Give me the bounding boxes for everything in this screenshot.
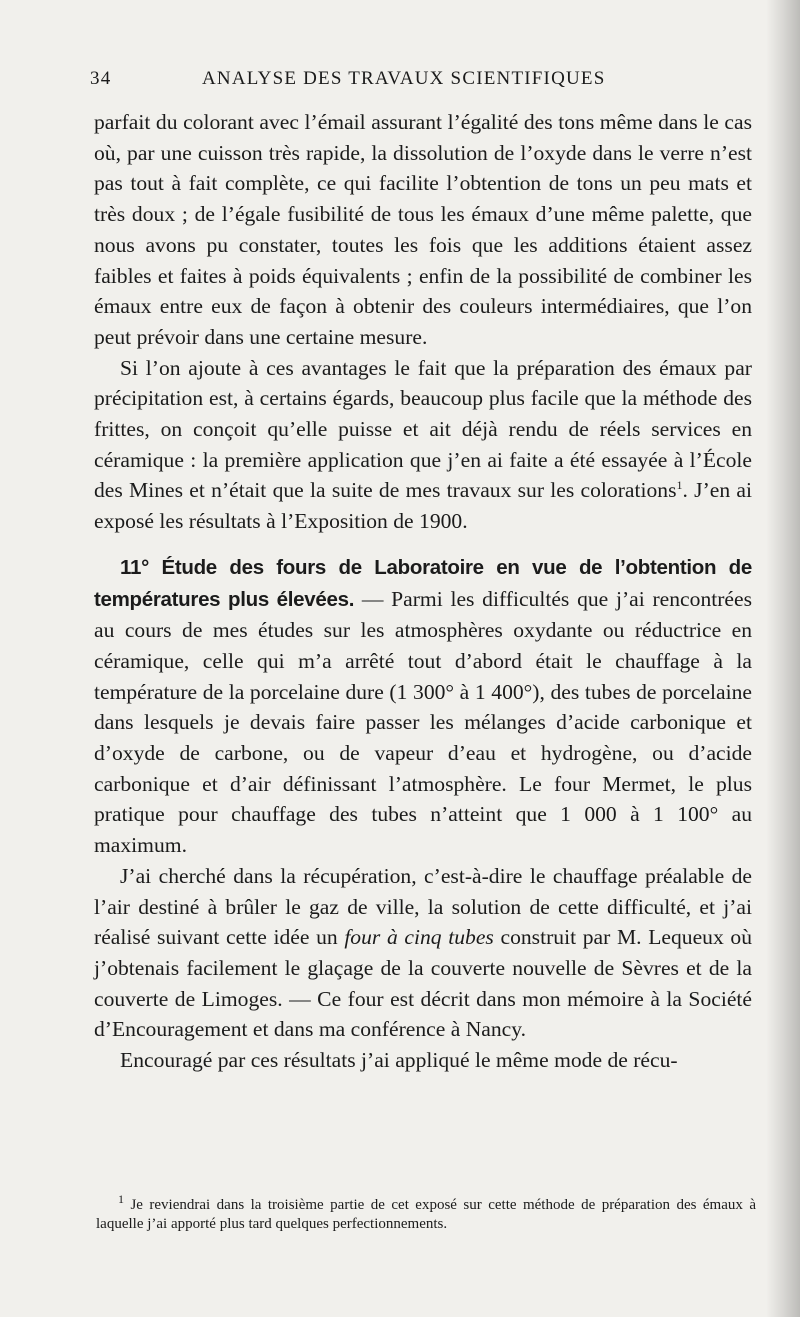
paragraph-4 <box>94 861 752 1045</box>
paragraph-1-text: parfait du colorant avec l’émail assurant l’égalité des tons même dans le cas où, par une cuisson très rapide, la dissolution de l’oxyde dans le verre n’est pas tout à fait complète, ce qui facilite l’obtention de tons un peu mats et très doux ; de l’égale fusibilité de tous les émaux d’une même palette, que nous avons pu constater, toutes les fois que les additions étaient assez faibles et faites à poids équivalents ; enfin de la possibilité de combiner les émaux entre eux de façon à obtenir des couleurs intermédiaires, que l’on peut prévoir dans une certaine mesure. <box>94 110 752 349</box>
footnote-marker: 1 <box>118 1192 124 1206</box>
paragraph-4-start: J’ai cherché dans la récupération, c’est-à-dire le chauffage préalable de l’air destiné à brûler le gaz de ville, la solution de cette difficulté, et j’ai réalisé suivant cette idée un <box>94 863 752 950</box>
paragraph-3 <box>94 552 752 861</box>
running-title: ANALYSE DES TRAVAUX SCIENTIFIQUES <box>202 68 606 89</box>
paragraph-5-text: Encouragé par ces résultats j’ai appliqué le même mode de récu- <box>120 1048 678 1073</box>
paragraph-2 <box>94 353 752 537</box>
footnote <box>96 1192 756 1234</box>
section-heading: 11° Étude des fours de Laboratoire en vue de l’obtention de températures plus élevées. <box>94 555 752 611</box>
paragraph-4-end: construit par M. Lequeux où j’obtenais facilement le glaçage de la couverte nouvelle de Sèvres et de la couverte de Limoges. — Ce four est décrit dans mon mémoire à la Société d’Encouragement et dans ma conférence à Nancy. <box>94 925 753 1042</box>
page-header <box>90 68 752 96</box>
paragraph-2-text: Si l’on ajoute à ces avantages le fait que la préparation des émaux par précipitation est, à certains égards, beaucoup plus facile que la méthode des frittes, on conçoit qu’elle puisse et ait déjà rendu de réels services en céramique : la première application que j’en ai faite a été essayée à l’École des Mines et n’était que la suite de mes travaux sur les colorations <box>94 355 752 503</box>
page-edge-shadow <box>766 0 800 1317</box>
paragraph-1 <box>94 107 752 353</box>
main-text <box>94 107 752 1076</box>
paragraph-4-italic: four à cinq tubes <box>344 925 494 950</box>
paragraph-2-end: . J’en ai exposé les résultats à l’Exposition de 1900. <box>94 478 752 534</box>
paragraph-5 <box>94 1045 752 1076</box>
paragraph-3-text: — Parmi les difficultés que j’ai rencontrées au cours de mes études sur les atmosphères oxydante ou réductrice en céramique, celle qui m’a arrêté tout d’abord était le chauffage à la température de la porcelaine dure (1 300° à 1 400°), des tubes de porcelaine dans lesquels je devais faire passer les mélanges d’acide carbonique et d’oxyde de carbone, ou de vapeur d’eau et hydrogène, ou d’acide carbonique et d’air définissant l’atmosphère. Le four Mermet, le plus pratique pour chauffage des tubes n’atteint que 1 000 à 1 100° au maximum. <box>94 586 752 858</box>
footnote-paragraph <box>96 1192 756 1234</box>
footnote-text: Je reviendrai dans la troisième partie de cet exposé sur cette méthode de préparation des émaux à laquelle j’ai apporté plus tard quelques perfectionnements. <box>96 1197 756 1232</box>
footnote-reference: 1 <box>676 478 683 493</box>
page-number: 34 <box>90 68 112 89</box>
